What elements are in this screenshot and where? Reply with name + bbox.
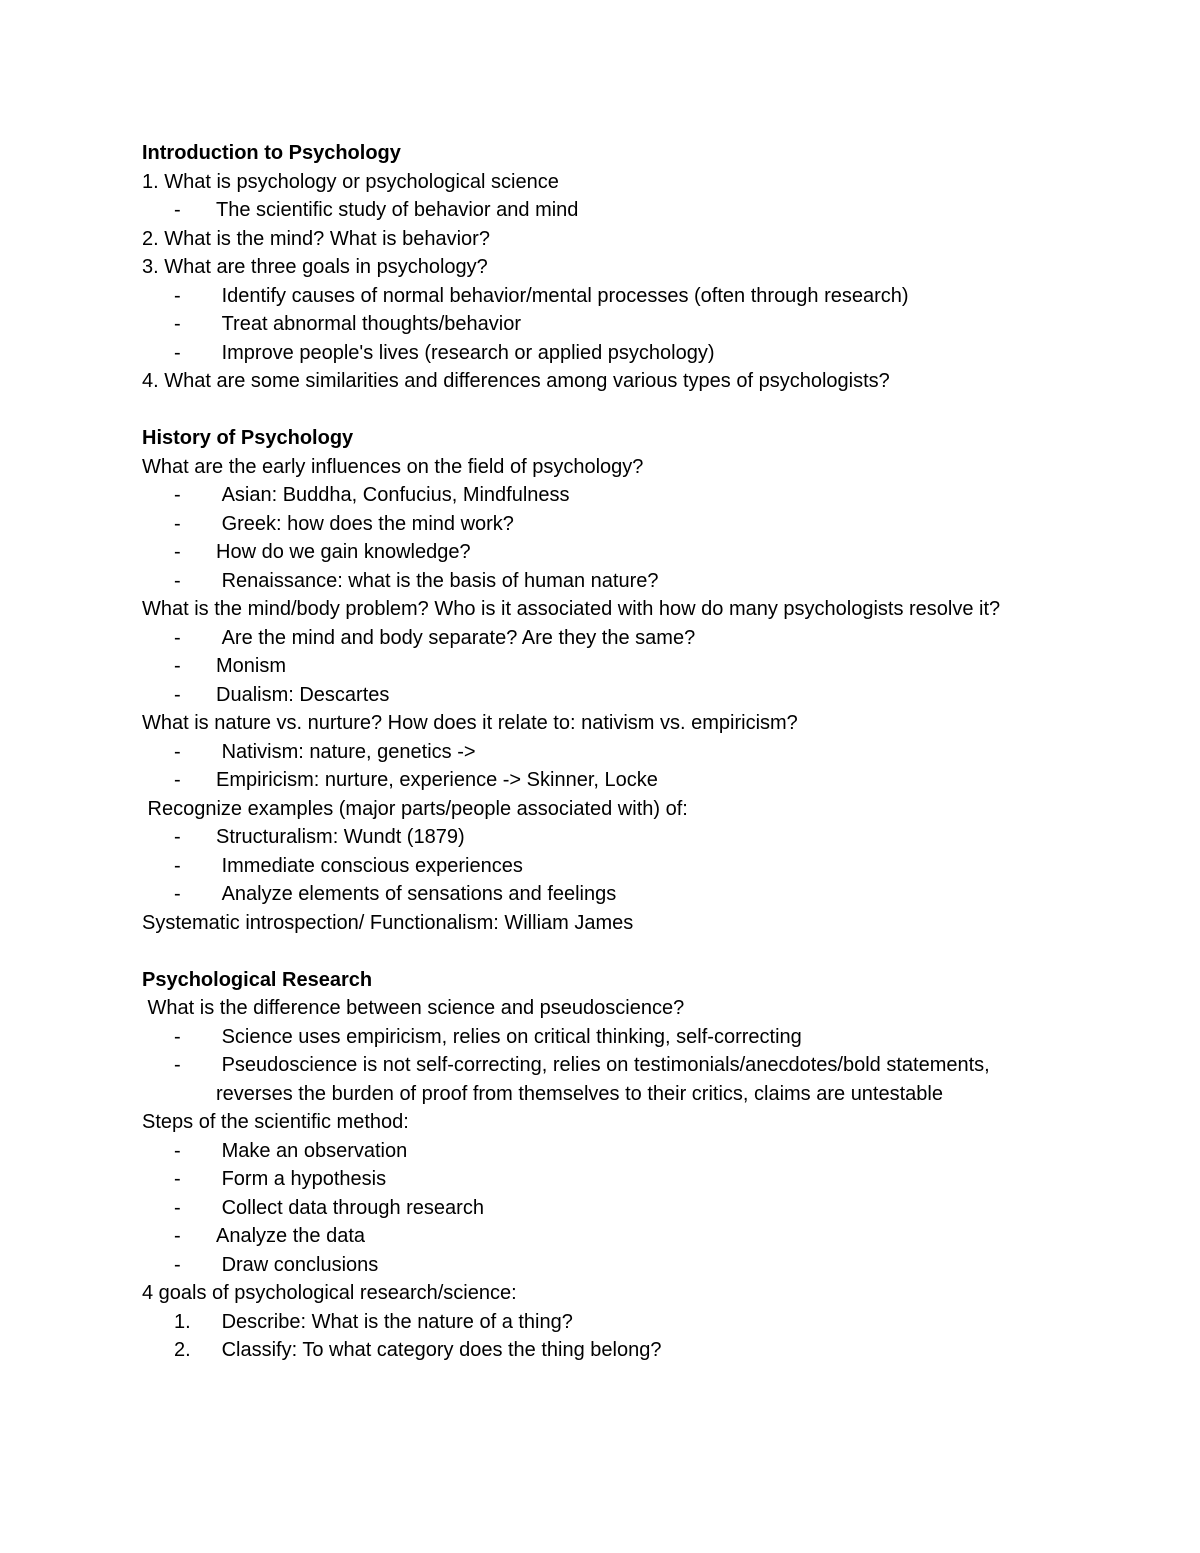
bullet-item — [142, 310, 1062, 339]
item-text: Form a hypothesis — [216, 1168, 387, 1190]
item-text: Pseudoscience is not self-correcting, relies on testimonials/anecdotes/bold statements, reverses the burden of proof from themselves to their critics, claims are untestable — [216, 1054, 996, 1105]
bullet-marker: - — [174, 854, 181, 877]
text-line: Steps of the scientific method: — [142, 1111, 409, 1133]
bullet-item — [142, 823, 1062, 852]
bullet-marker: - — [174, 1225, 181, 1247]
bullet-marker: - — [174, 655, 181, 677]
item-text: Science uses empiricism, relies on critical thinking, self-correcting — [216, 1025, 802, 1048]
bullet-marker: - — [174, 1196, 181, 1219]
item-text: The scientific study of behavior and mind — [216, 199, 579, 221]
bullet-item — [142, 880, 1062, 909]
section-spacer — [142, 396, 1062, 425]
bullet-item — [142, 567, 1062, 596]
item-text: Nativism: nature, genetics -> — [216, 740, 476, 763]
text-line: 2. What is the mind? What is behavior? — [142, 227, 490, 250]
bullet-item — [142, 339, 1062, 368]
bullet-item — [142, 681, 1062, 710]
bullet-item — [142, 510, 1062, 539]
bullet-item — [142, 624, 1062, 653]
number-marker: 2. — [174, 1339, 191, 1361]
item-text: Empiricism: nurture, experience -> Skinner, Locke — [216, 769, 658, 791]
text-line: 1. What is psychology or psychological science — [142, 170, 559, 193]
bullet-item — [142, 1251, 1062, 1280]
document-page — [142, 139, 1062, 1365]
number-marker: 1. — [174, 1310, 191, 1333]
item-text: Immediate conscious experiences — [216, 854, 523, 877]
bullet-marker: - — [174, 626, 181, 649]
numbered-item — [142, 1308, 1062, 1337]
bullet-marker: - — [174, 883, 181, 905]
text-line: What is the difference between science and pseudoscience? — [142, 997, 685, 1019]
bullet-marker: - — [174, 683, 181, 706]
section-heading: Psychological Research — [142, 968, 373, 991]
bullet-marker: - — [174, 284, 181, 307]
section-heading: History of Psychology — [142, 427, 354, 449]
bullet-item — [142, 738, 1062, 767]
bullet-marker: - — [174, 1054, 181, 1076]
bullet-marker: - — [174, 512, 181, 535]
item-text: Renaissance: what is the basis of human nature? — [216, 569, 659, 592]
bullet-marker: - — [174, 484, 181, 506]
item-text: Describe: What is the nature of a thing? — [216, 1310, 573, 1333]
item-text: Draw conclusions — [216, 1253, 379, 1276]
bullet-marker: - — [174, 313, 181, 335]
bullet-item — [142, 652, 1062, 681]
item-text: Structuralism: Wundt (1879) — [216, 826, 465, 848]
bullet-marker: - — [174, 740, 181, 763]
bullet-item — [142, 852, 1062, 881]
bullet-marker: - — [174, 1139, 181, 1162]
item-text: Classify: To what category does the thing belong? — [216, 1339, 662, 1361]
bullet-item — [142, 1051, 1062, 1108]
bullet-item — [142, 1137, 1062, 1166]
item-text: Improve people's lives (research or applied psychology) — [216, 341, 715, 364]
bullet-item — [142, 1222, 1062, 1251]
text-line: What are the early influences on the field of psychology? — [142, 455, 644, 478]
item-text: Are the mind and body separate? Are they the same? — [216, 626, 696, 649]
bullet-item — [142, 766, 1062, 795]
item-text: Asian: Buddha, Confucius, Mindfulness — [216, 484, 570, 506]
text-line: 4. What are some similarities and differences among various types of psychologists? — [142, 370, 890, 392]
bullet-item — [142, 1023, 1062, 1052]
item-text: Analyze elements of sensations and feelings — [216, 883, 617, 905]
bullet-marker: - — [174, 199, 181, 221]
item-text: Greek: how does the mind work? — [216, 512, 514, 535]
item-text: Treat abnormal thoughts/behavior — [216, 313, 521, 335]
item-text: Collect data through research — [216, 1196, 484, 1219]
text-line: 3. What are three goals in psychology? — [142, 256, 488, 278]
text-line: Systematic introspection/ Functionalism: William James — [142, 911, 634, 934]
bullet-item — [142, 481, 1062, 510]
text-line: 4 goals of psychological research/science: — [142, 1282, 517, 1304]
item-text: Dualism: Descartes — [216, 683, 390, 706]
item-text: Monism — [216, 655, 287, 677]
bullet-marker: - — [174, 341, 181, 364]
text-line: What is the mind/body problem? Who is it associated with how do many psychologists resolve it? — [142, 598, 1001, 620]
text-line: Recognize examples (major parts/people associated with) of: — [142, 797, 688, 820]
bullet-marker: - — [174, 569, 181, 592]
item-text: Identify causes of normal behavior/mental processes (often through research) — [216, 284, 909, 307]
bullet-marker: - — [174, 826, 181, 848]
bullet-item — [142, 196, 1062, 225]
item-text: How do we gain knowledge? — [216, 541, 471, 563]
text-line: What is nature vs. nurture? How does it relate to: nativism vs. empiricism? — [142, 712, 798, 734]
bullet-marker: - — [174, 1168, 181, 1190]
bullet-item — [142, 1194, 1062, 1223]
section-heading: Introduction to Psychology — [142, 142, 401, 164]
bullet-item — [142, 538, 1062, 567]
bullet-marker: - — [174, 1025, 181, 1048]
item-text: Analyze the data — [216, 1225, 365, 1247]
bullet-item — [142, 1165, 1062, 1194]
bullet-marker: - — [174, 769, 181, 791]
bullet-marker: - — [174, 1253, 181, 1276]
bullet-marker: - — [174, 541, 181, 563]
section-spacer — [142, 937, 1062, 966]
item-text: Make an observation — [216, 1139, 408, 1162]
numbered-item — [142, 1336, 1062, 1365]
bullet-item — [142, 282, 1062, 311]
